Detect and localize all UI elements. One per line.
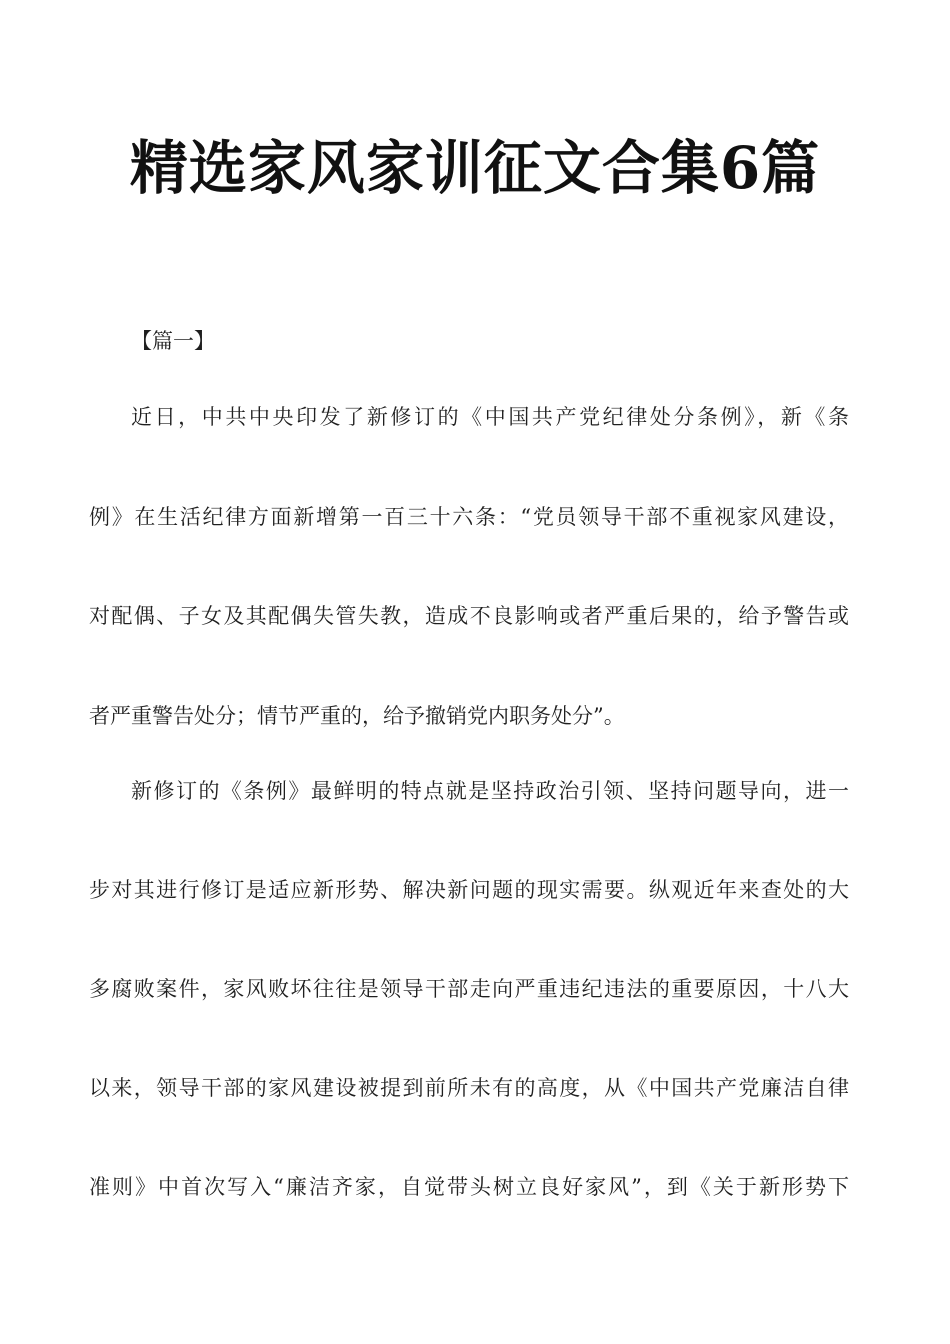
paragraph-line: 对配偶、子女及其配偶失管失教，造成不良影响或者严重后果的，给予警告或	[89, 604, 849, 628]
paragraph-line: 例》在生活纪律方面新增第一百三十六条：“党员领导干部不重视家风建设，	[89, 505, 849, 529]
paragraph-line: 新修订的《条例》最鲜明的特点就是坚持政治引领、坚持问题导向，进一	[131, 779, 849, 803]
section-label: 【篇一】	[131, 329, 215, 353]
paragraph-line: 步对其进行修订是适应新形势、解决新问题的现实需要。纵观近年来查处的大	[89, 878, 849, 902]
paragraph-line: 准则》中首次写入“廉洁齐家，自觉带头树立良好家风”，到《关于新形势下	[89, 1175, 849, 1199]
paragraph-line: 以来，领导干部的家风建设被提到前所未有的高度，从《中国共产党廉洁自律	[89, 1076, 849, 1100]
paragraph-line: 多腐败案件，家风败坏往往是领导干部走向严重违纪违法的重要原因，十八大	[89, 977, 849, 1001]
paragraph-line: 者严重警告处分；情节严重的，给予撤销党内职务处分”。	[89, 704, 625, 728]
paragraph-line: 近日，中共中央印发了新修订的《中国共产党纪律处分条例》，新《条	[131, 405, 849, 429]
document-title: 精选家风家训征文合集6篇	[129, 134, 821, 202]
